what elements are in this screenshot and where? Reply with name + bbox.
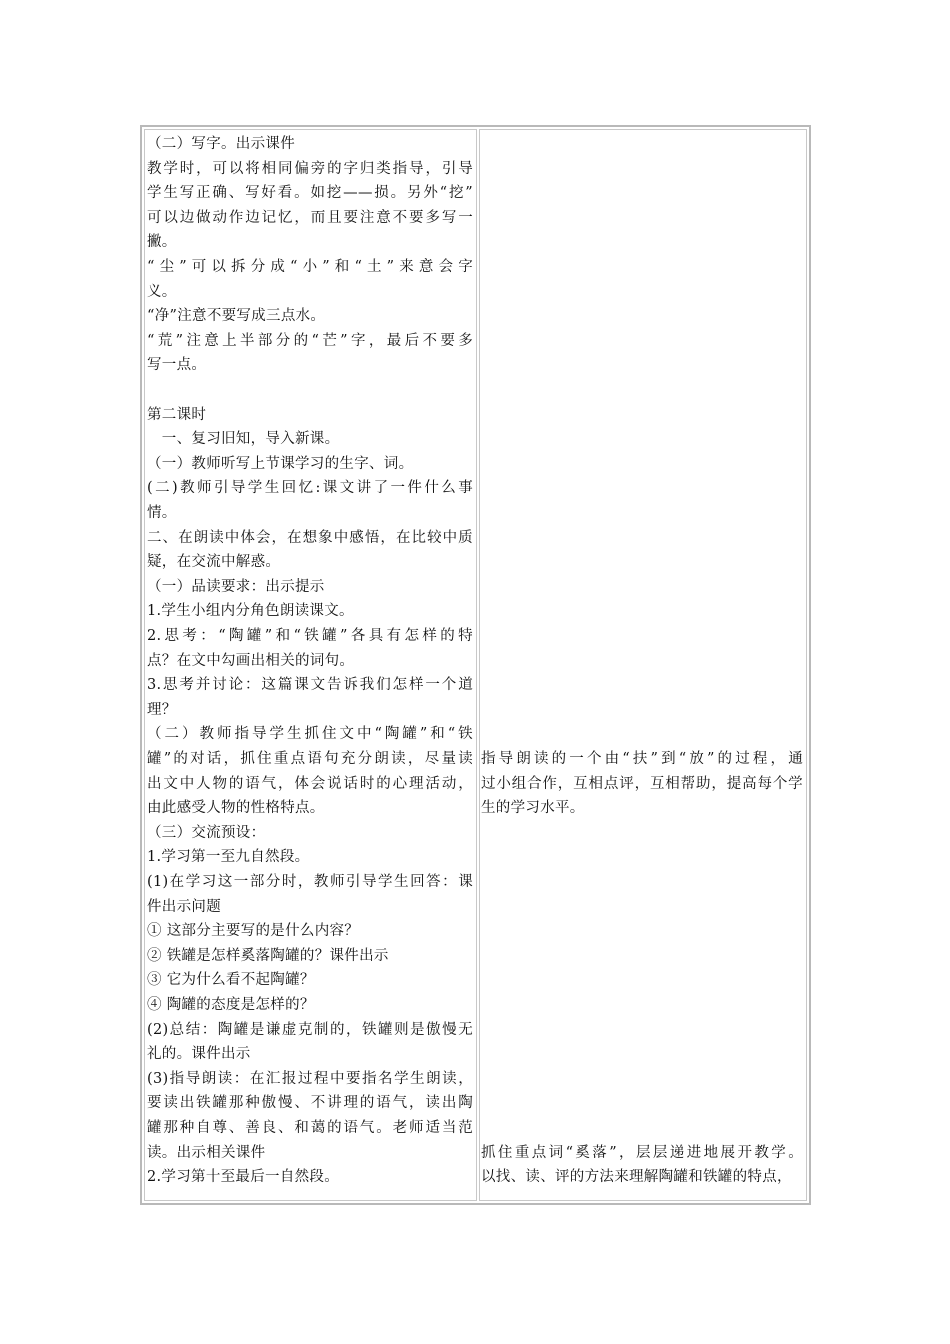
text-line: 3.思考并讨论：这篇课文告诉我们怎样一个道	[147, 677, 473, 694]
text-line: （三）交流预设：	[147, 824, 266, 841]
text-line: （二）写字。出示课件	[147, 136, 295, 152]
text-line: 罐”的对话，抓住重点语句充分朗读，尽量读	[147, 751, 473, 767]
design-note-line: 以找、读、评的方法来理解陶罐和铁罐的特点，	[481, 1169, 792, 1186]
text-line: 一、复习旧知，导入新课。	[147, 431, 340, 448]
lesson-plan-table	[140, 125, 811, 1205]
text-line: (二)教师引导学生回忆:课文讲了一件什么事	[147, 480, 473, 497]
teaching-process-cell	[144, 129, 477, 1201]
text-line: 理？	[147, 701, 177, 718]
text-line: 可以边做动作边记忆，而且要注意不要多写一	[147, 209, 473, 226]
text-line: 罐那种自尊、善良、和蔼的语气。老师适当范	[147, 1120, 473, 1136]
text-line	[147, 378, 476, 402]
text-line: 第二课时	[147, 406, 207, 423]
text-line: 2.学习第十至最后一自然段。	[147, 1169, 340, 1186]
text-line: 件出示问题	[147, 898, 221, 915]
text-line: 情。	[147, 505, 177, 521]
text-line: “荒”注意上半部分的“芒”字，最后不要多	[147, 332, 473, 349]
text-line: （一）品读要求：出示提示	[147, 578, 325, 595]
text-line: 点？在文中勾画出相关的词句。	[147, 652, 355, 669]
text-line: “尘”可以拆分成“小”和“土”来意会字	[147, 259, 473, 275]
text-line: ② 铁罐是怎样奚落陶罐的？课件出示	[147, 947, 389, 964]
text-line: “净”注意不要写成三点水。	[147, 308, 326, 325]
text-line: 2.思考：“陶罐”和“铁罐”各具有怎样的特	[147, 628, 473, 644]
text-line: (1)在学习这一部分时，教师引导学生回答：课	[147, 874, 473, 890]
design-note-line: 指导朗读的一个由“扶”到“放”的过程，通	[481, 751, 803, 767]
text-line: 学生写正确、写好看。如挖——损。另外“挖”	[147, 185, 473, 202]
text-line: （一）教师听写上节课学习的生字、词。	[147, 455, 414, 472]
text-line: 1.学生小组内分角色朗读课文。	[147, 603, 354, 620]
design-note-line: 过小组合作，互相点评，互相帮助，提高每个学	[481, 775, 803, 792]
text-line: 教学时，可以将相同偏旁的字归类指导，引导	[147, 160, 473, 177]
text-line: ④ 陶罐的态度是怎样的？	[147, 997, 315, 1013]
text-line: 义。	[147, 283, 177, 300]
text-line: 疑，在交流中解惑。	[147, 554, 281, 571]
text-line: 礼的。课件出示	[147, 1046, 251, 1063]
text-line: 由此感受人物的性格特点。	[147, 800, 325, 817]
text-line: 出文中人物的语气，体会说话时的心理活动，	[147, 775, 473, 792]
design-note-line: 生的学习水平。	[481, 800, 585, 817]
text-line: 读。出示相关课件	[147, 1144, 266, 1161]
text-line: （二）教师指导学生抓住文中“陶罐”和“铁	[147, 726, 473, 743]
text-line: 撇。	[147, 234, 177, 251]
text-line: 二、在朗读中体会，在想象中感悟，在比较中质	[147, 529, 473, 546]
text-line: (3)指导朗读：在汇报过程中要指名学生朗读，	[147, 1070, 473, 1087]
design-note-line: 抓住重点词“奚落”，层层递进地展开教学。	[481, 1144, 803, 1161]
text-line: ① 这部分主要写的是什么内容？	[147, 923, 360, 940]
design-intent-cell	[479, 129, 807, 1201]
text-line: (2)总结：陶罐是谦虚克制的，铁罐则是傲慢无	[147, 1021, 473, 1038]
text-line: 要读出铁罐那种傲慢、不讲理的语气，读出陶	[147, 1095, 473, 1112]
text-line: 1.学习第一至九自然段。	[147, 849, 310, 866]
text-line: 写一点。	[147, 357, 207, 374]
text-line: ③ 它为什么看不起陶罐？	[147, 972, 315, 989]
